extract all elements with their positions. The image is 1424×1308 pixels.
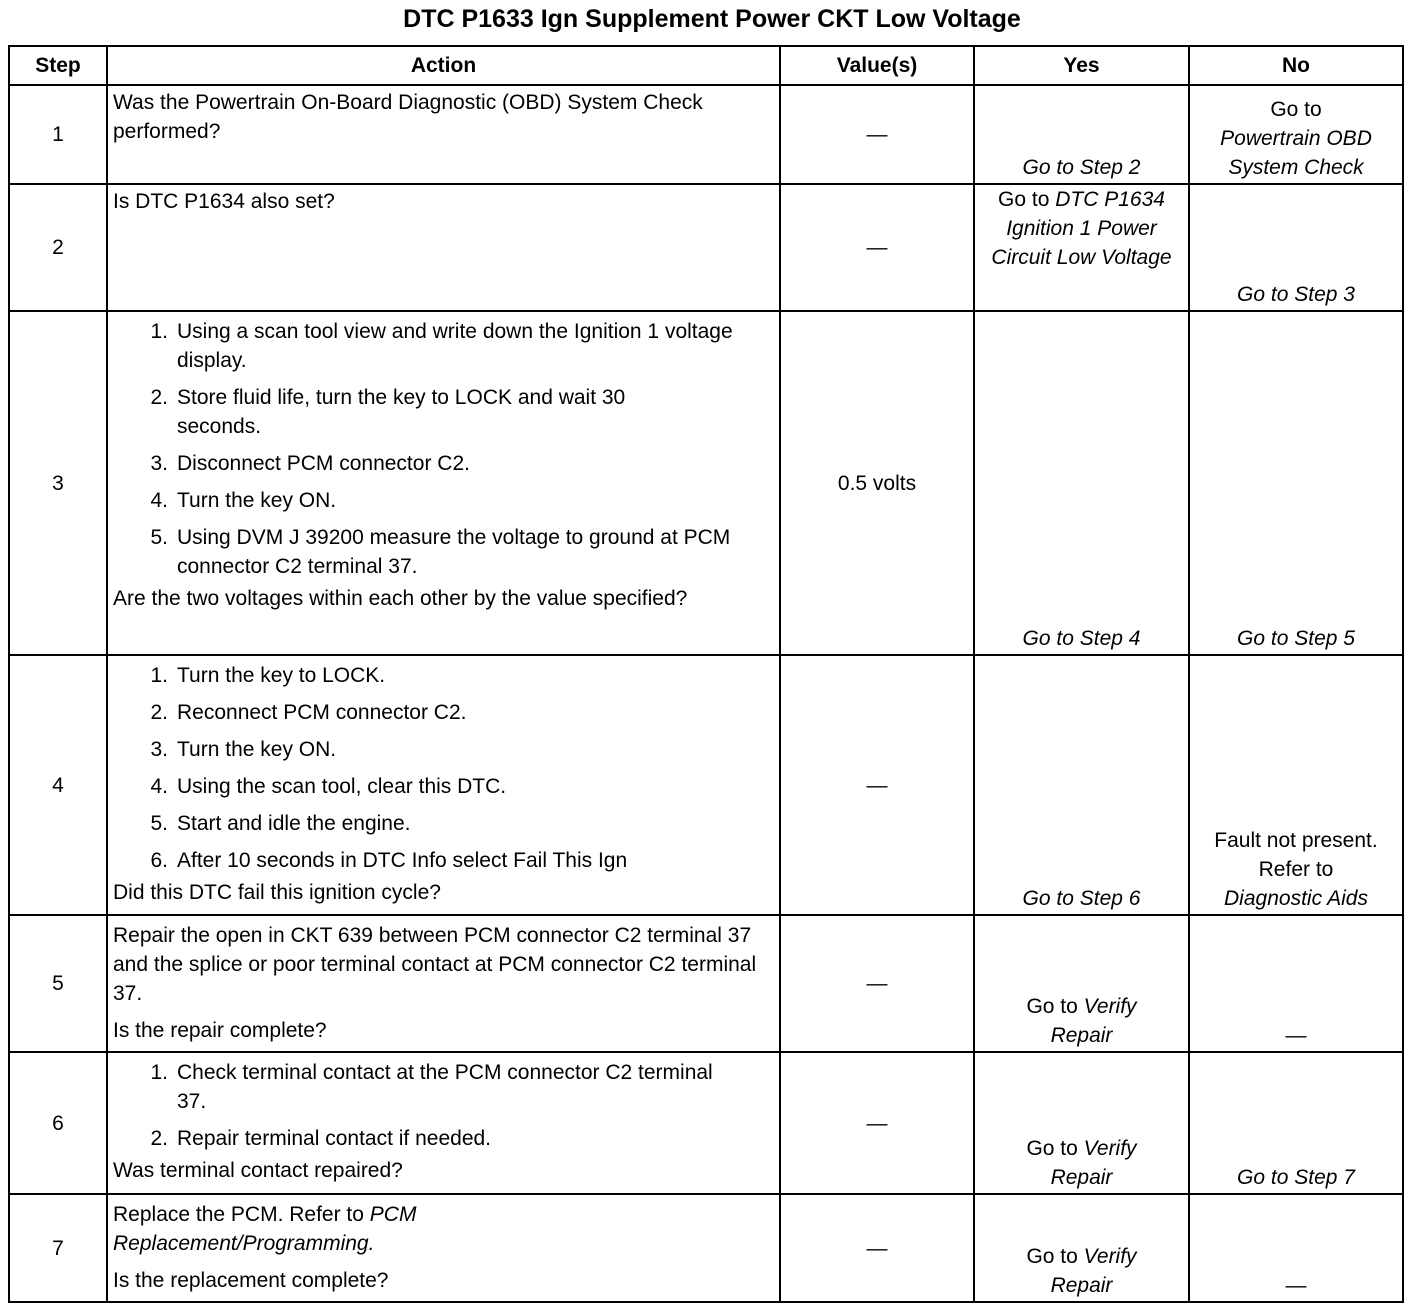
- list-item: 5. Start and idle the engine.: [150, 812, 411, 835]
- action-cell: [107, 1194, 780, 1302]
- header-step: Step: [9, 46, 107, 85]
- list-item: 2. Reconnect PCM connector C2.: [150, 701, 467, 724]
- action-steps: [113, 661, 773, 875]
- action-text: Repair the open in CKT 639 between PCM connector C2 terminal 37 and the splice or poor terminal contact at PCM connector C2 terminal 37.: [113, 924, 757, 1005]
- yes-link-text: Verify: [1083, 995, 1137, 1018]
- header-action: Action: [107, 46, 780, 85]
- table-row: [9, 85, 1403, 184]
- table-row: [9, 655, 1403, 915]
- value-cell: —: [780, 1052, 974, 1194]
- step-number: 4: [9, 655, 107, 915]
- page-title: DTC P1633 Ign Supplement Power CKT Low Voltage: [403, 5, 1021, 33]
- value-cell: —: [780, 915, 974, 1052]
- yes-cell: [974, 311, 1189, 655]
- list-item: 4. Turn the key ON.: [150, 489, 337, 512]
- list-item: 6. After 10 seconds in DTC Info select Fail This Ign: [150, 849, 628, 872]
- action-cell: [107, 184, 780, 311]
- value-cell: —: [780, 184, 974, 311]
- yes-prefix: Go to: [998, 188, 1050, 211]
- action-steps: [113, 1058, 773, 1153]
- list-item: 2. Store fluid life, turn the key to LOCK and wait 30 seconds.: [150, 386, 626, 438]
- action-text: Was the Powertrain On-Board Diagnostic (OBD) System Check performed?: [113, 91, 703, 143]
- no-text: Go to Step 5: [1237, 627, 1355, 650]
- list-item: 4. Using the scan tool, clear this DTC.: [150, 775, 507, 798]
- header-values: Value(s): [780, 46, 974, 85]
- step-number: 3: [9, 311, 107, 655]
- yes-link-text: Verify: [1083, 1137, 1137, 1160]
- no-link-text: Diagnostic Aids: [1224, 887, 1368, 910]
- yes-cell: [974, 655, 1189, 915]
- list-item: 1. Check terminal contact at the PCM connector C2 terminal 37.: [150, 1061, 713, 1113]
- yes-link-text: DTC P1634 Ignition 1 Power Circuit Low Voltage: [991, 188, 1172, 269]
- yes-prefix: Go to: [1026, 1137, 1078, 1160]
- action-cell: [107, 655, 780, 915]
- yes-link-text: Verify: [1083, 1245, 1137, 1268]
- table-row: [9, 1194, 1403, 1302]
- no-cell: [1189, 311, 1403, 655]
- list-item: 5. Using DVM J 39200 measure the voltage to ground at PCM connector C2 terminal 37.: [150, 526, 731, 578]
- yes-cell: [974, 915, 1189, 1052]
- action-question: Are the two voltages within each other by the value specified?: [113, 587, 688, 610]
- value-cell: 0.5 volts: [780, 311, 974, 655]
- action-prefix: Replace the PCM. Refer to: [113, 1203, 364, 1226]
- yes-cell: [974, 1052, 1189, 1194]
- step-number: 1: [9, 85, 107, 184]
- step-number: 7: [9, 1194, 107, 1302]
- action-steps: [113, 317, 773, 581]
- yes-cell: [974, 184, 1189, 311]
- action-cell: [107, 1052, 780, 1194]
- header-yes: Yes: [974, 46, 1189, 85]
- value-cell: —: [780, 1194, 974, 1302]
- no-cell: [1189, 1052, 1403, 1194]
- action-text: [113, 1200, 773, 1258]
- table-row: [9, 915, 1403, 1052]
- list-item: 3. Turn the key ON.: [150, 738, 337, 761]
- yes-prefix: Go to: [1026, 995, 1078, 1018]
- no-link-text: Powertrain OBD System Check: [1220, 127, 1372, 179]
- diagnostic-table: [8, 45, 1404, 1303]
- yes-cell: [974, 85, 1189, 184]
- value-cell: —: [780, 655, 974, 915]
- list-item: 2. Repair terminal contact if needed.: [150, 1127, 492, 1150]
- action-question: Is the replacement complete?: [113, 1269, 389, 1292]
- no-text: —: [1285, 1274, 1307, 1297]
- yes-link-text-2: Repair: [1050, 1274, 1113, 1297]
- step-number: 2: [9, 184, 107, 311]
- value-cell: —: [780, 85, 974, 184]
- step-number: 6: [9, 1052, 107, 1194]
- no-cell: [1189, 655, 1403, 915]
- header-row: [9, 46, 1403, 85]
- no-text: Go to Step 3: [1237, 283, 1355, 306]
- action-text: Is DTC P1634 also set?: [113, 190, 335, 213]
- no-cell: [1189, 1194, 1403, 1302]
- list-item: 1. Using a scan tool view and write down the Ignition 1 voltage display.: [150, 320, 733, 372]
- table-row: [9, 184, 1403, 311]
- no-text: —: [1285, 1024, 1307, 1047]
- yes-link-text-2: Repair: [1050, 1166, 1113, 1189]
- action-question: Did this DTC fail this ignition cycle?: [113, 881, 441, 904]
- no-cell: [1189, 85, 1403, 184]
- no-line-2: Refer to: [1258, 858, 1334, 881]
- no-cell: [1189, 915, 1403, 1052]
- yes-cell: [974, 1194, 1189, 1302]
- action-question: Is the repair complete?: [113, 1019, 327, 1042]
- no-line-1: Fault not present.: [1214, 829, 1378, 852]
- yes-text: Go to Step 6: [1022, 887, 1141, 910]
- yes-link-text-2: Repair: [1050, 1024, 1113, 1047]
- yes-text: Go to Step 2: [1022, 156, 1141, 179]
- action-cell: [107, 311, 780, 655]
- list-item: 3. Disconnect PCM connector C2.: [150, 452, 470, 475]
- action-link-text: PCM Replacement/Programming.: [113, 1203, 417, 1255]
- table-row: [9, 1052, 1403, 1194]
- action-cell: [107, 85, 780, 184]
- list-item: 1. Turn the key to LOCK.: [150, 664, 386, 687]
- no-prefix: Go to: [1270, 98, 1322, 121]
- yes-text: Go to Step 4: [1022, 627, 1141, 650]
- action-cell: [107, 915, 780, 1052]
- no-text: Go to Step 7: [1237, 1166, 1355, 1189]
- action-question: Was terminal contact repaired?: [113, 1159, 403, 1182]
- table-row: [9, 311, 1403, 655]
- header-no: No: [1189, 46, 1403, 85]
- step-number: 5: [9, 915, 107, 1052]
- no-cell: [1189, 184, 1403, 311]
- yes-prefix: Go to: [1026, 1245, 1078, 1268]
